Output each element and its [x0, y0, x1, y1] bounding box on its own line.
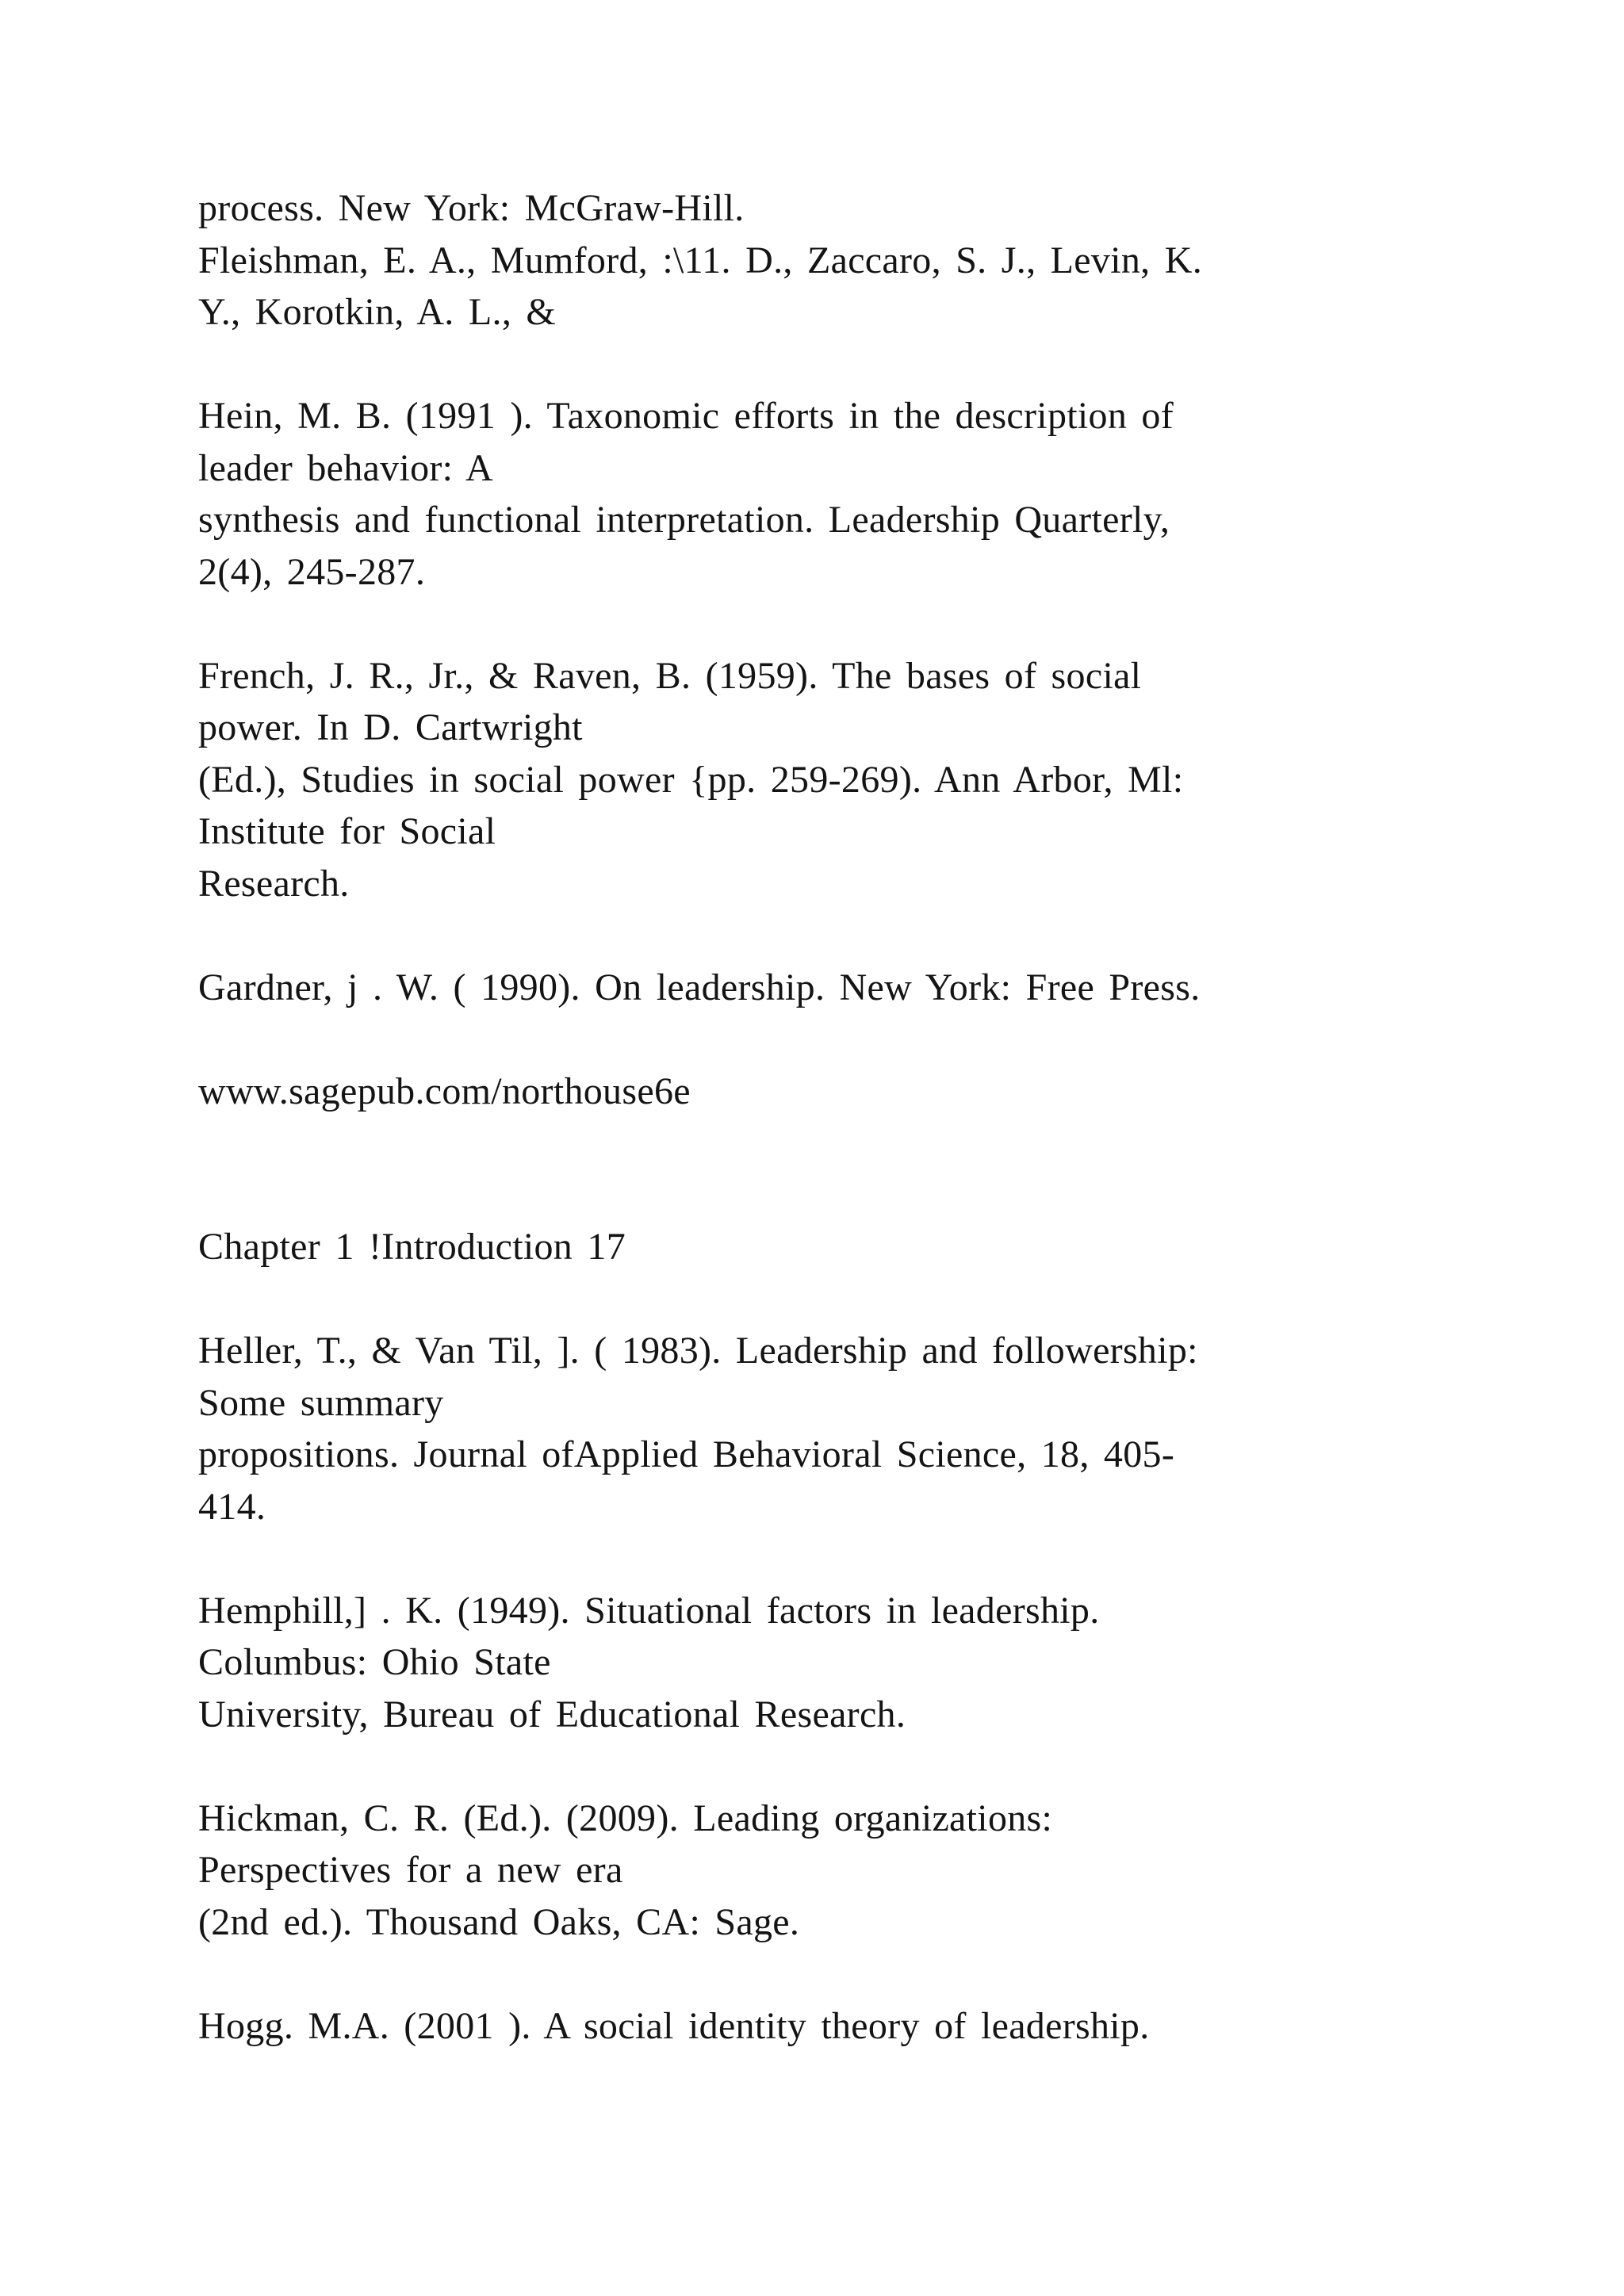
text-line: Perspectives for a new era: [198, 1849, 623, 1891]
reference-entry-hemphill: [198, 1585, 1435, 1741]
text-line: Chapter 1 !Introduction 17: [198, 1226, 626, 1268]
text-line: Hein, M. B. (1991 ). Taxonomic efforts in the description of: [198, 395, 1174, 437]
paragraph-gap: [198, 909, 1435, 962]
text-line: Hogg. M.A. (2001 ). A social identity theory of leadership.: [198, 2004, 1150, 2047]
text-line: synthesis and functional interpretation. Leadership Quarterly,: [198, 499, 1170, 541]
reference-entry-fleishman: [198, 182, 1435, 339]
reference-text-block: [198, 182, 1435, 2052]
text-line: power. In D. Cartwright: [198, 706, 583, 748]
text-line: Gardner, j . W. ( 1990). On leadership. New York: Free Press.: [198, 966, 1201, 1008]
text-line: (Ed.), Studies in social power {pp. 259-269). Ann Arbor, Ml:: [198, 758, 1184, 801]
text-line: Heller, T., & Van Til, ]. ( 1983). Leadership and followership:: [198, 1330, 1198, 1372]
paragraph-gap: [198, 1273, 1435, 1326]
text-line: Some summary: [198, 1381, 444, 1424]
text-line: process. New York: McGraw-Hill.: [198, 187, 745, 229]
text-line: Fleishman, E. A., Mumford, :\11. D., Zaccaro, S. J., Levin, K.: [198, 239, 1202, 281]
page-url: [198, 1066, 1435, 1118]
text-line: Research.: [198, 862, 350, 905]
paragraph-gap: [198, 1117, 1435, 1221]
text-line: (2nd ed.). Thousand Oaks, CA: Sage.: [198, 1900, 800, 1943]
paragraph-gap: [198, 1533, 1435, 1585]
text-line: Y., Korotkin, A. L., &: [198, 291, 557, 333]
text-line: 2(4), 245-287.: [198, 550, 426, 593]
text-line: 414.: [198, 1485, 266, 1528]
text-line: Hemphill,] . K. (1949). Situational factors in leadership.: [198, 1589, 1100, 1632]
paragraph-gap: [198, 1013, 1435, 1066]
text-line: French, J. R., Jr., & Raven, B. (1959). The bases of social: [198, 654, 1142, 697]
text-line: www.sagepub.com/northouse6e: [198, 1070, 691, 1112]
reference-entry-hogg: [198, 2000, 1435, 2053]
chapter-header: [198, 1221, 1435, 1273]
text-line: Institute for Social: [198, 810, 496, 852]
text-line: Hickman, C. R. (Ed.). (2009). Leading organizations:: [198, 1797, 1053, 1839]
reference-entry-gardner: [198, 962, 1435, 1014]
text-line: University, Bureau of Educational Research.: [198, 1693, 906, 1735]
paragraph-gap: [198, 598, 1435, 650]
text-line: Columbus: Ohio State: [198, 1641, 551, 1683]
paragraph-gap: [198, 339, 1435, 391]
paragraph-gap: [198, 1740, 1435, 1793]
text-line: propositions. Journal ofApplied Behavioral Science, 18, 405-: [198, 1433, 1175, 1475]
paragraph-gap: [198, 1948, 1435, 2000]
reference-entry-heller: [198, 1325, 1435, 1533]
reference-entry-hickman: [198, 1793, 1435, 1949]
reference-entry-hein: [198, 390, 1435, 598]
reference-entry-french: [198, 650, 1435, 910]
text-line: leader behavior: A: [198, 446, 493, 489]
